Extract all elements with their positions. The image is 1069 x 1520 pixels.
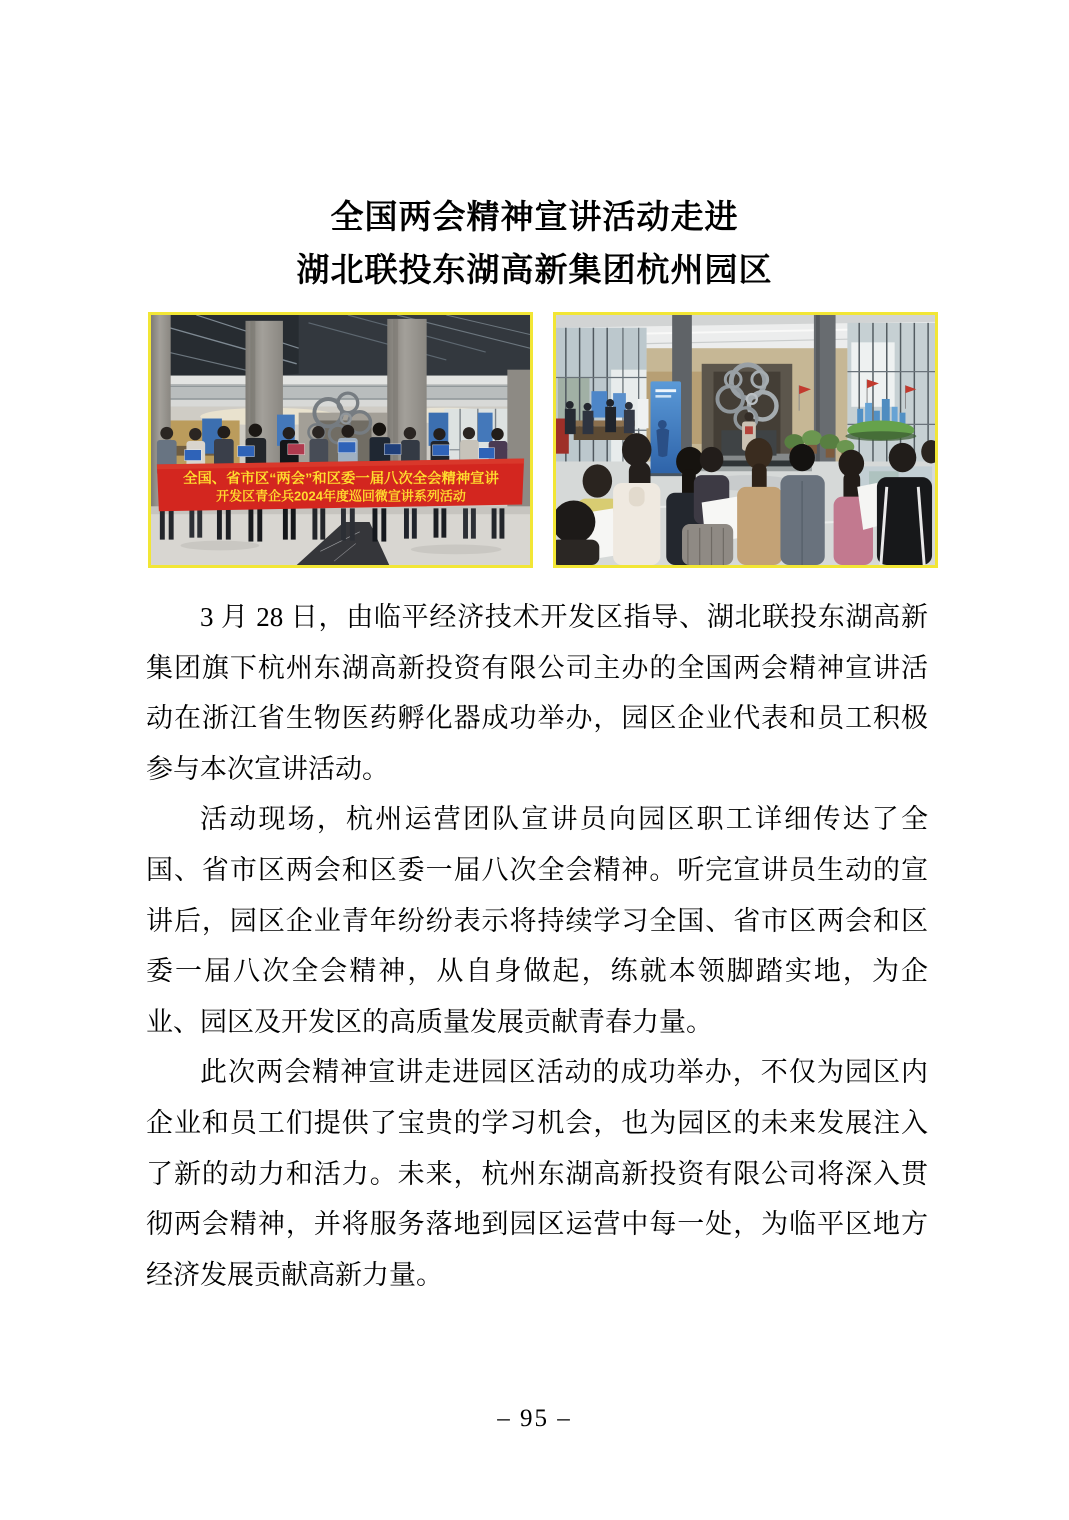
banner-slogan-line1: 全国、省市区“两会”和区委一届八次全会精神宣讲 (183, 471, 499, 487)
document-title (0, 192, 1069, 298)
document-title-line1: 全国两会精神宣讲活动走进 (330, 200, 739, 236)
photo-left-scene (151, 315, 530, 565)
photo-group-with-banner (148, 312, 533, 568)
mezzanine (151, 376, 530, 407)
banner-slogan-line2: 开发区青企兵2024年度巡回微宣讲系列活动 (216, 488, 466, 504)
page-number: – 95 – (497, 1405, 572, 1432)
article-body (146, 592, 928, 1300)
body-paragraph-1: 3 月 28 日，由临平经济技术开发区指导、湖北联投东湖高新集团旗下杭州东湖高新投资有限公司主办的全国两会精神宣讲活动在浙江省生物医药孵化器成功举办，园区企业代表和员工积极参与本次宣讲活动。 (146, 602, 928, 784)
document-title-line2: 湖北联投东湖高新集团杭州园区 (296, 253, 773, 289)
body-paragraph-2: 活动现场，杭州运营团队宣讲员向园区职工详细传达了全国、省市区两会和区委一届八次全会精神。听完宣讲员生动的宣讲后，园区企业青年纷纷表示将持续学习全国、省市区两会和区委一届八次全会精神，从自身做起，练就本领脚踏实地，为企业、园区及开发区的高质量发展贡献青春力量。 (146, 804, 928, 1037)
photo-right-scene (556, 315, 935, 565)
body-paragraph-3: 此次两会精神宣讲走进园区活动的成功举办，不仅为园区内企业和员工们提供了宝贵的学习机会，也为园区的未来发展注入了新的动力和活力。未来，杭州东湖高新投资有限公司将深入贯彻两会精神，并将服务落地到园区运营中每一处，为临平区地方经济发展贡献高新力量。 (146, 1057, 928, 1290)
photo-audience-lobby (553, 312, 938, 568)
red-banner (157, 459, 524, 512)
